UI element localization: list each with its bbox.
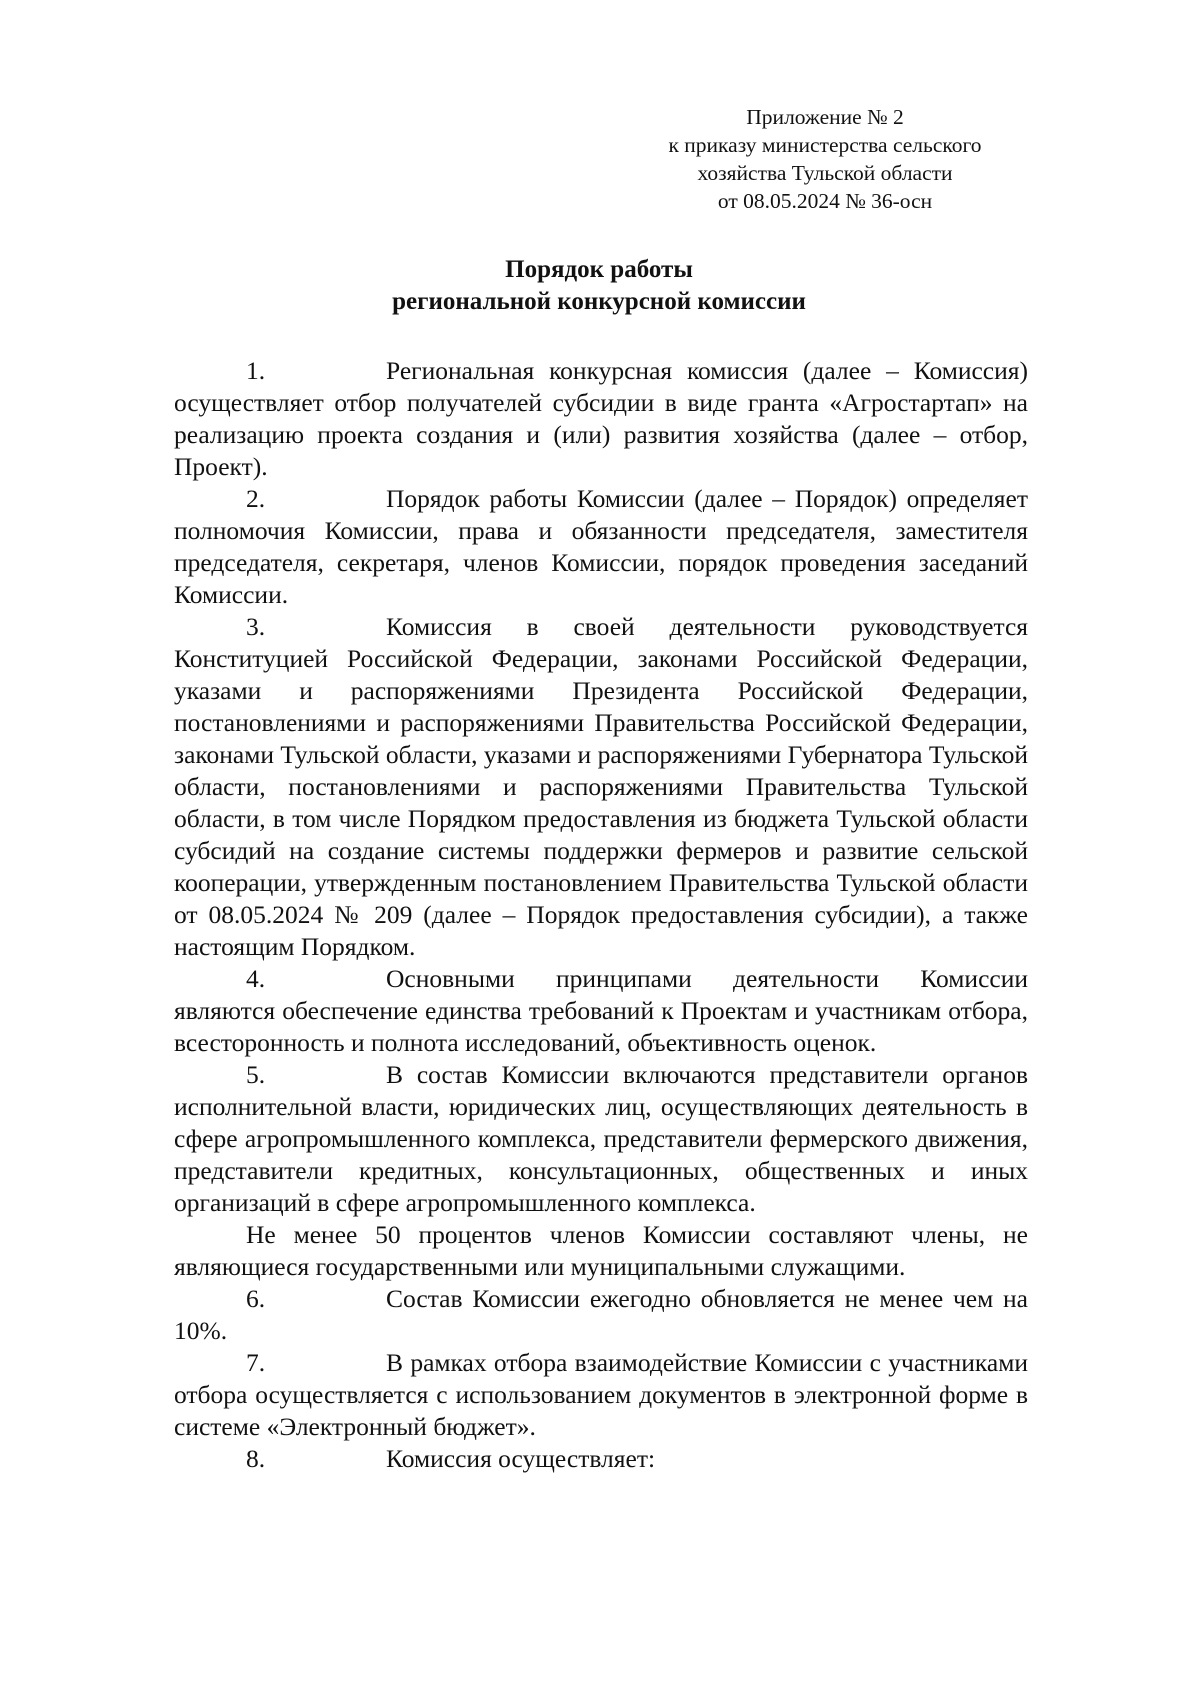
paragraph-text: Порядок работы Комиссии (далее – Порядок) определяет полномочия Комиссии, права и обязанности председателя, заместителя председателя, секретаря, членов Комиссии, порядок проведения заседаний Комиссии. bbox=[174, 484, 1028, 609]
paragraph-4 bbox=[174, 963, 1028, 1059]
document-body bbox=[174, 355, 1028, 1475]
document-title bbox=[170, 254, 1028, 318]
appendix-line-2: к приказу министерства сельского bbox=[668, 133, 982, 157]
paragraph-text: Не менее 50 процентов членов Комиссии составляют члены, не являющиеся государственными или муниципальными служащими. bbox=[174, 1220, 1028, 1281]
paragraph-5-continuation bbox=[174, 1219, 1028, 1283]
paragraph-text: Состав Комиссии ежегодно обновляется не менее чем на 10%. bbox=[174, 1284, 1028, 1345]
paragraph-8 bbox=[174, 1443, 1028, 1475]
paragraph-2 bbox=[174, 483, 1028, 611]
paragraph-number: 1. bbox=[246, 356, 266, 385]
paragraph-6 bbox=[174, 1283, 1028, 1347]
paragraph-number: 4. bbox=[246, 964, 266, 993]
paragraph-3 bbox=[174, 611, 1028, 963]
paragraph-number: 8. bbox=[246, 1444, 266, 1473]
paragraph-7 bbox=[174, 1347, 1028, 1443]
paragraph-text: Региональная конкурсная комиссия (далее – Комиссия) осуществляет отбор получателей субсидии в виде гранта «Агростартап» на реализацию проекта создания и (или) развития хозяйства (далее – отбор, Проект). bbox=[174, 356, 1028, 481]
appendix-line-3: хозяйства Тульской области bbox=[697, 161, 953, 185]
paragraph-text: В состав Комиссии включаются представители органов исполнительной власти, юридических лиц, осуществляющих деятельность в сфере агропромышленного комплекса, представители фермерского движения, представители кредитных, консультационных, общественных и иных организаций в сфере агропромышленного комплекса. bbox=[174, 1060, 1028, 1217]
paragraph-1 bbox=[174, 355, 1028, 483]
paragraph-number: 2. bbox=[246, 484, 266, 513]
title-line-1: Порядок работы bbox=[505, 256, 693, 283]
paragraph-5 bbox=[174, 1059, 1028, 1219]
appendix-header bbox=[640, 103, 1010, 215]
appendix-line-1: Приложение № 2 bbox=[746, 105, 904, 129]
appendix-line-4: от 08.05.2024 № 36-осн bbox=[717, 189, 933, 213]
paragraph-number: 3. bbox=[246, 612, 266, 641]
paragraph-number: 7. bbox=[246, 1348, 266, 1377]
title-line-2: региональной конкурсной комиссии bbox=[392, 288, 806, 315]
paragraph-text: Комиссия в своей деятельности руководствуется Конституцией Российской Федерации, законами Российской Федерации, указами и распоряжениями Президента Российской Федерации, постановлениями и распоряжениями Правительства Российской Федерации, законами Тульской области, указами и распоряжениями Губернатора Тульской области, постановлениями и распоряжениями Правительства Тульской области, в том числе Порядком предоставления из бюджета Тульской области субсидий на создание системы поддержки фермеров и развитие сельской кооперации, утвержденным постановлением Правительства Тульской области от 08.05.2024 № 209 (далее – Порядок предоставления субсидии), а также настоящим Порядком. bbox=[174, 612, 1028, 961]
paragraph-number: 5. bbox=[246, 1060, 266, 1089]
paragraph-text: Комиссия осуществляет: bbox=[386, 1444, 656, 1473]
paragraph-number: 6. bbox=[246, 1284, 266, 1313]
paragraph-text: В рамках отбора взаимодействие Комиссии с участниками отбора осуществляется с использованием документов в электронной форме в системе «Электронный бюджет». bbox=[174, 1348, 1028, 1441]
paragraph-text: Основными принципами деятельности Комиссии являются обеспечение единства требований к Проектам и участникам отбора, всесторонность и полнота исследований, объективность оценок. bbox=[174, 964, 1028, 1057]
